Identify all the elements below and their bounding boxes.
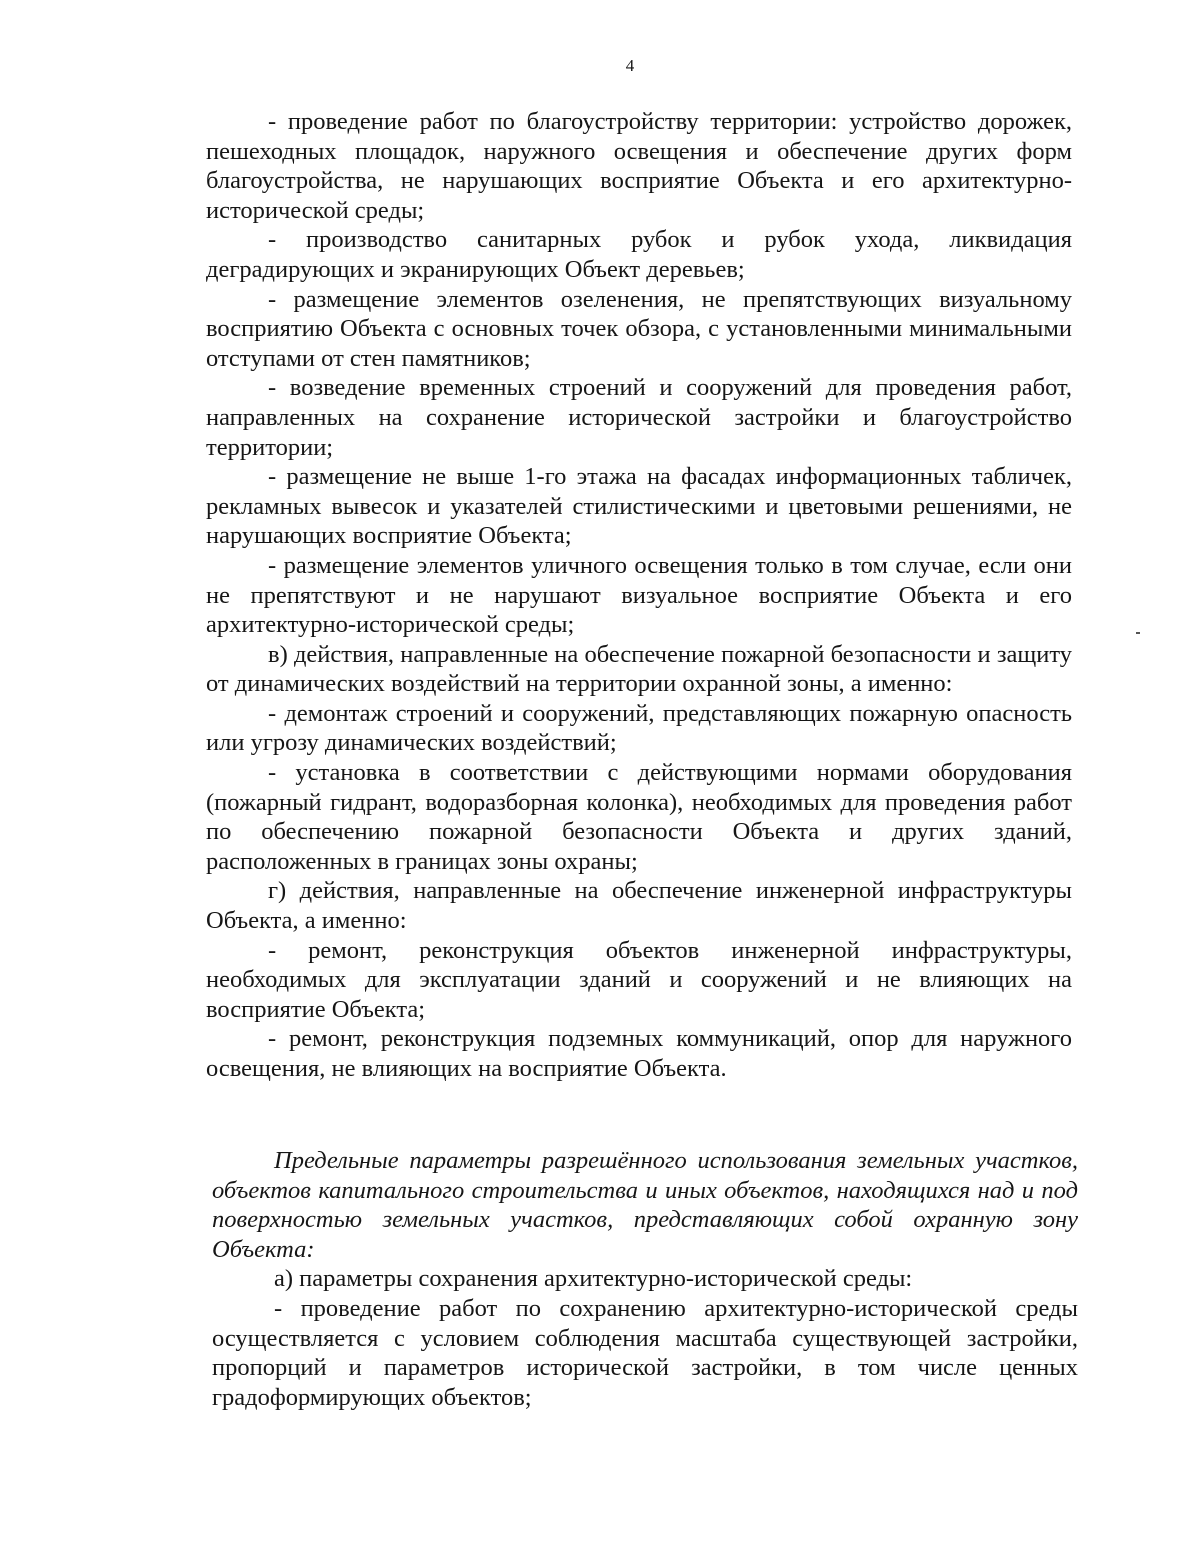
- parameters-section: [212, 1146, 1078, 1412]
- paragraph-equipment-installation: - установка в соответствии с действующими нормами оборудования (пожарный гидрант, водоразборная колонка), необходимых для проведения работ по обеспечению пожарной безопасности Объекта и других зданий, расположенных в границах зоны охраны;: [206, 759, 1072, 875]
- paragraph-engineering-actions: г) действия, направленные на обеспечение инженерной инфраструктуры Объекта, а именно:: [206, 877, 1072, 935]
- scan-speck: [1136, 632, 1140, 634]
- document-body: [206, 107, 1072, 1084]
- section-subheading: а) параметры сохранения архитектурно-исторической среды:: [274, 1265, 913, 1293]
- paragraph-temporary-structures: - возведение временных строений и сооружений для проведения работ, направленных на сохранение исторической застройки и благоустройство территории;: [206, 374, 1072, 461]
- page-number: 4: [625, 56, 635, 75]
- paragraph-infrastructure-repair: - ремонт, реконструкция объектов инженерной инфраструктуры, необходимых для эксплуатации зданий и сооружений и не влияющих на восприятие Объекта;: [206, 936, 1072, 1023]
- paragraph-underground-utilities: - ремонт, реконструкция подземных коммуникаций, опор для наружного освещения, не влияющих на восприятие Объекта.: [206, 1025, 1072, 1082]
- section-heading: Предельные параметры разрешённого использования земельных участков, объектов капитального строительства и иных объектов, находящихся над и под поверхностью земельных участков, представляющих собой охранную зону Объекта:: [212, 1147, 1078, 1263]
- section-item: - проведение работ по сохранению архитектурно-исторической среды осуществляется с условием соблюдения масштаба существующей застройки, пропорций и параметров исторической застройки, в том числе ценных градоформирующих объектов;: [212, 1294, 1078, 1411]
- paragraph-street-lighting: - размещение элементов уличного освещения только в том случае, если они не препятствуют и не нарушают визуальное восприятие Объекта и его архитектурно-исторической среды;: [206, 551, 1072, 639]
- paragraph-landscaping-works: - проведение работ по благоустройству территории: устройство дорожек, пешеходных площадок, наружного освещения и обеспечение других форм благоустройства, не нарушающих восприятие Объекта и его архитектурно-исторической среды;: [206, 108, 1072, 224]
- paragraph-signage-placement: - размещение не выше 1-го этажа на фасадах информационных табличек, рекламных вывесок и указателей стилистическими и цветовыми решениями, не нарушающих восприятие Объекта;: [206, 463, 1072, 550]
- paragraph-fire-safety-actions: в) действия, направленные на обеспечение пожарной безопасности и защиту от динамических воздействий на территории охранной зоны, а именно:: [206, 640, 1072, 698]
- paragraph-demolition: - демонтаж строений и сооружений, представляющих пожарную опасность или угрозу динамических воздействий;: [206, 699, 1072, 757]
- paragraph-greenery-placement: - размещение элементов озеленения, не препятствующих визуальному восприятию Объекта с основных точек обзора, с установленными минимальными отступами от стен памятников;: [206, 285, 1072, 372]
- paragraph-sanitary-felling: - производство санитарных рубок и рубок ухода, ликвидация деградирующих и экранирующих Объект деревьев;: [206, 226, 1072, 283]
